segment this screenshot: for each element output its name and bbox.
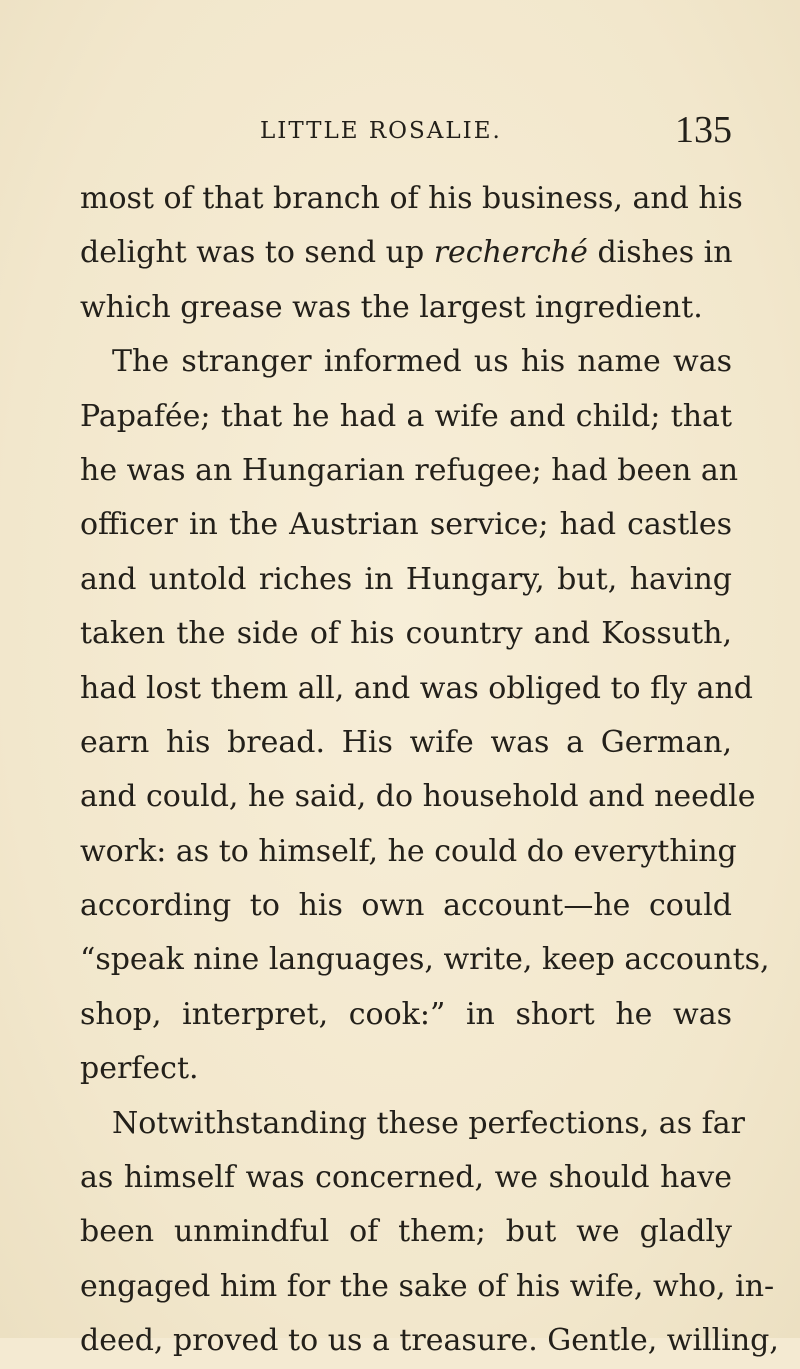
- running-head: LITTLE ROSALIE.: [260, 118, 502, 144]
- text-line: and untold riches in Hungary, but, having: [80, 561, 732, 597]
- text-line: he was an Hungarian refugee; had been an: [80, 452, 739, 488]
- italic-term: recherché: [433, 235, 588, 271]
- text-line: Notwithstanding these perfections, as far: [112, 1105, 745, 1141]
- text-line: according to his own account—he could: [80, 888, 732, 924]
- text-segment: delight was to send up: [80, 235, 425, 271]
- text-line: most of that branch of his business, and his: [80, 181, 743, 216]
- text-line: deed, proved to us a treasure. Gentle, willing,: [80, 1323, 779, 1359]
- text-line: taken the side of his country and Kossuth,: [80, 616, 732, 652]
- text-line: been unmindful of them; but we gladly: [80, 1214, 732, 1250]
- text-line: which grease was the largest ingredient.: [80, 289, 703, 325]
- text-line: shop, interpret, cook:” in short he was: [80, 996, 732, 1032]
- text-line: had lost them all, and was obliged to fly and: [80, 670, 754, 706]
- text-line: The stranger informed us his name was: [112, 344, 732, 380]
- text-line: officer in the Austrian service; had castles: [80, 507, 732, 543]
- text-line: engaged him for the sake of his wife, who, in-: [80, 1268, 775, 1304]
- text-line: [80, 226, 732, 280]
- text-line: Papafée; that he had a wife and child; that: [80, 398, 732, 434]
- text-line: “speak nine languages, write, keep accounts,: [80, 942, 770, 978]
- page-header: [80, 109, 732, 156]
- text-line: perfect.: [80, 1051, 199, 1087]
- text-line: work: as to himself, he could do everything: [80, 833, 737, 869]
- text-line: as himself was concerned, we should have: [80, 1160, 732, 1196]
- body-text: [80, 172, 779, 1369]
- text-line: earn his bread. His wife was a German,: [80, 724, 732, 760]
- page-number: 135: [675, 109, 732, 151]
- text-segment: dishes in: [597, 235, 733, 271]
- text-line: and could, he said, do household and needle: [80, 779, 756, 815]
